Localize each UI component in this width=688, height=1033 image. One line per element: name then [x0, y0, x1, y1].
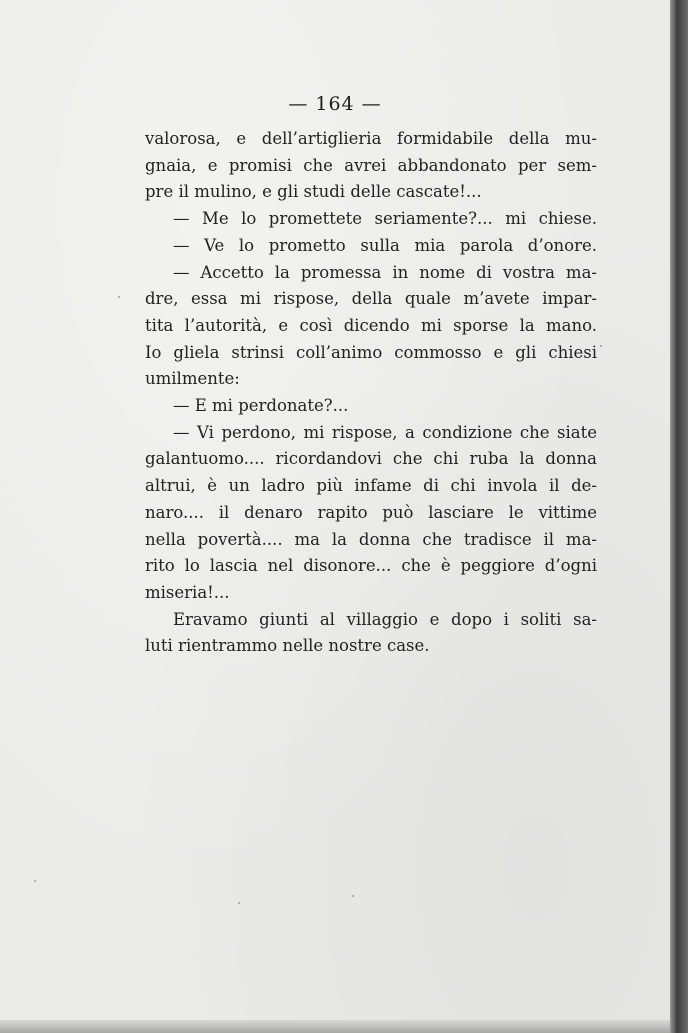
page-bottom-edge	[0, 1020, 670, 1033]
text-line: — E mi perdonate?...	[173, 396, 349, 416]
text-line: tita l’autorità, e così dicendo mi sporse la mano.	[145, 315, 597, 335]
paper-speck	[352, 895, 354, 897]
text-line: — Accetto la promessa in nome di vostra ma-	[173, 262, 597, 282]
text-line: gnaia, e promisi che avrei abbandonato per sem-	[145, 155, 597, 175]
text-line: Eravamo giunti al villaggio e dopo i soliti sa-	[173, 609, 597, 629]
paper-speck	[34, 880, 36, 882]
text-line: nella povertà.... ma la donna che tradisce il ma-	[145, 529, 597, 549]
body-text	[145, 126, 597, 660]
text-line: Io gliela strinsi coll’animo commosso e gli chiesi	[145, 342, 597, 362]
text-line: naro.... il denaro rapito può lasciare le vittime	[145, 502, 597, 522]
page-number: — 164 —	[288, 93, 382, 115]
text-line: valorosa, e dell’artiglieria formidabile della mu-	[145, 129, 597, 148]
text-line: umilmente:	[145, 369, 240, 389]
text-line: dre, essa mi rispose, della quale m’avete impar-	[145, 289, 597, 309]
text-line: miseria!...	[145, 582, 230, 602]
paper-speck	[118, 296, 120, 298]
text-line: rito lo lascia nel disonore... che è peggiore d’ogni	[145, 556, 597, 576]
page-binding-edge	[670, 0, 688, 1033]
text-line: pre il mulino, e gli studi delle cascate!...	[145, 182, 482, 202]
paper-speck	[600, 345, 602, 347]
text-line: — Vi perdono, mi rispose, a condizione che siate	[173, 422, 597, 442]
paper-speck	[238, 902, 240, 904]
text-line: luti rientrammo nelle nostre case.	[145, 636, 430, 656]
text-line: galantuomo.... ricordandovi che chi ruba la donna	[145, 449, 597, 469]
text-line: — Me lo promettete seriamente?... mi chiese.	[173, 209, 597, 229]
text-line: — Ve lo prometto sulla mia parola d’onore.	[173, 235, 597, 255]
text-line: altrui, è un ladro più infame di chi invola il de-	[145, 476, 597, 496]
